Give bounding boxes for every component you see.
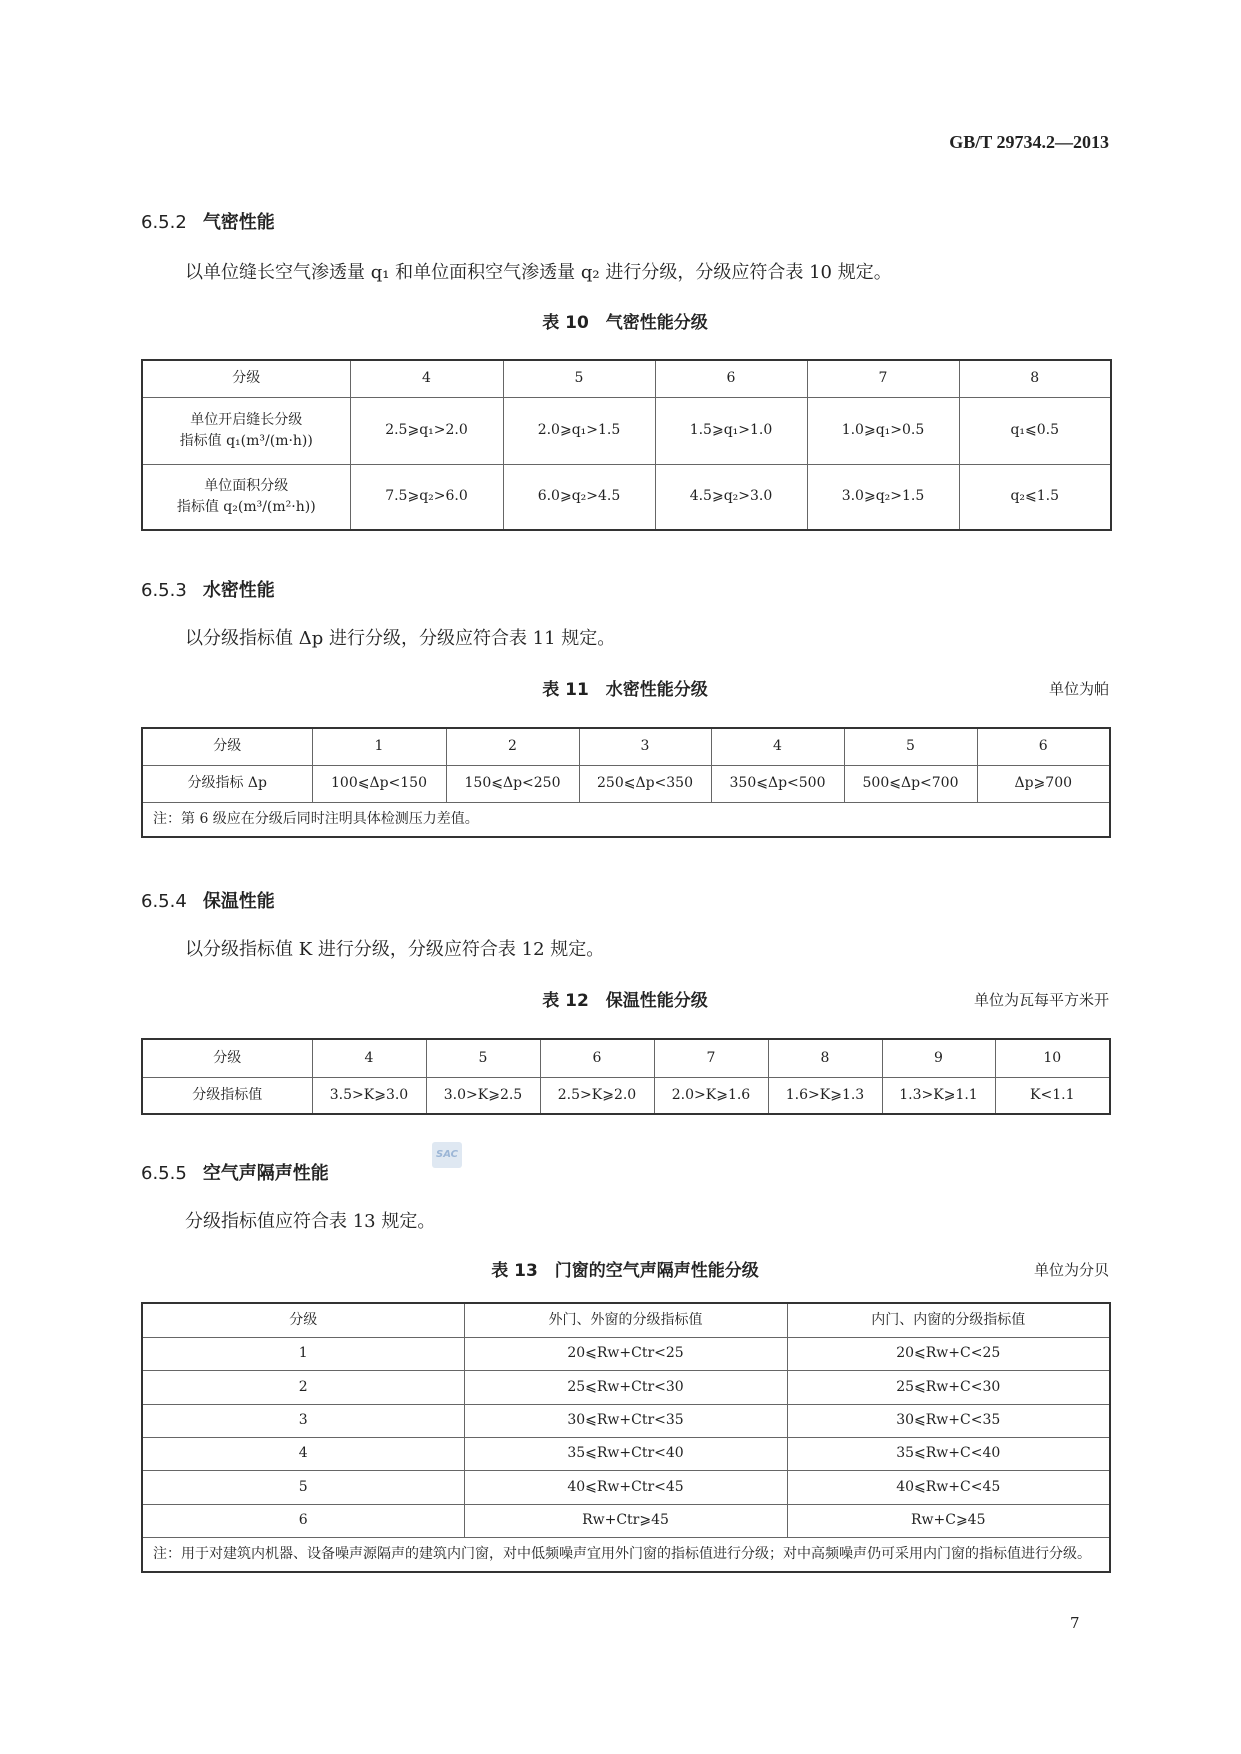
row-label: 1 <box>142 1337 464 1370</box>
table-cell: 500⩽Δp<700 <box>844 765 977 802</box>
table-cell: Rw+Ctr⩾45 <box>464 1504 787 1537</box>
paragraph: 以分级指标值 Δp 进行分级，分级应符合表 11 规定。 <box>185 628 616 649</box>
table-row <box>142 765 1110 802</box>
table-cell: 25⩽Rw+C<30 <box>787 1370 1110 1404</box>
table-cell: 3.5>K⩾3.0 <box>312 1077 426 1114</box>
table-row <box>142 1077 1110 1114</box>
table-caption: 表 13 门窗的空气声隔声性能分级 <box>491 1261 759 1281</box>
table-header-row <box>142 1039 1110 1077</box>
column-header: 分级 <box>142 1039 312 1077</box>
paragraph: 以单位缝长空气渗透量 q₁ 和单位面积空气渗透量 q₂ 进行分级，分级应符合表 10 规定。 <box>185 262 892 283</box>
table-caption: 表 12 保温性能分级 <box>542 991 708 1011</box>
table-cell: 100⩽Δp<150 <box>312 765 446 802</box>
section-title: 空气声隔声性能 <box>202 1163 329 1184</box>
table-note-row <box>142 1537 1110 1572</box>
table-cell: 1.6>K⩾1.3 <box>768 1077 882 1114</box>
column-header: 1 <box>312 728 446 765</box>
row-label: 5 <box>142 1470 464 1504</box>
column-header: 5 <box>503 360 655 397</box>
table-note-row <box>142 802 1110 837</box>
paragraph: 以分级指标值 K 进行分级，分级应符合表 12 规定。 <box>185 939 605 960</box>
row-label: 2 <box>142 1370 464 1404</box>
table-cell: 150⩽Δp<250 <box>446 765 579 802</box>
table-header-row <box>142 1303 1110 1337</box>
column-header: 分级 <box>142 1303 464 1337</box>
table-10 <box>141 359 1112 531</box>
column-header: 10 <box>995 1039 1110 1077</box>
table-11 <box>141 727 1111 838</box>
table-cell: 40⩽Rw+C<45 <box>787 1470 1110 1504</box>
paragraph: 分级指标值应符合表 13 规定。 <box>185 1211 436 1232</box>
table-cell: 350⩽Δp<500 <box>711 765 844 802</box>
row-label: 单位开启缝长分级 指标值 q₁(m³/(m·h)) <box>142 397 350 464</box>
column-header: 7 <box>807 360 959 397</box>
table-cell: 7.5⩾q₂>6.0 <box>350 464 503 530</box>
table-header-row <box>142 728 1110 765</box>
table-cell: 35⩽Rw+Ctr<40 <box>464 1437 787 1470</box>
column-header: 4 <box>711 728 844 765</box>
table-row <box>142 1470 1110 1504</box>
section-title: 保温性能 <box>202 891 275 912</box>
column-header: 6 <box>540 1039 654 1077</box>
column-header: 外门、外窗的分级指标值 <box>464 1303 787 1337</box>
column-header: 8 <box>959 360 1111 397</box>
standard-number: GB/T 29734.2—2013 <box>949 132 1109 152</box>
table-row <box>142 1370 1110 1404</box>
table-cell: 20⩽Rw+Ctr<25 <box>464 1337 787 1370</box>
section-number: 6.5.2 <box>141 212 187 233</box>
column-header: 5 <box>426 1039 540 1077</box>
table-row <box>142 397 1111 464</box>
section-heading-6-5-4 <box>141 887 275 913</box>
row-label: 3 <box>142 1404 464 1437</box>
table-13 <box>141 1302 1111 1573</box>
unit-label: 单位为瓦每平方米开 <box>973 991 1109 1009</box>
table-cell: 1.5⩾q₁>1.0 <box>655 397 807 464</box>
column-header: 分级 <box>142 728 312 765</box>
column-header: 4 <box>350 360 503 397</box>
table-cell: 6.0⩾q₂>4.5 <box>503 464 655 530</box>
table-row <box>142 1504 1110 1537</box>
section-heading-6-5-3 <box>141 576 275 602</box>
table-note: 注：第 6 级应在分级后同时注明具体检测压力差值。 <box>142 802 1110 837</box>
row-label: 分级指标 Δp <box>142 765 312 802</box>
column-header: 分级 <box>142 360 350 397</box>
row-label: 单位面积分级 指标值 q₂(m³/(m²·h)) <box>142 464 350 530</box>
row-label: 分级指标值 <box>142 1077 312 1114</box>
column-header: 8 <box>768 1039 882 1077</box>
section-title: 气密性能 <box>202 212 275 233</box>
table-cell: 25⩽Rw+Ctr<30 <box>464 1370 787 1404</box>
table-row <box>142 1337 1110 1370</box>
row-label: 6 <box>142 1504 464 1537</box>
table-cell: K<1.1 <box>995 1077 1110 1114</box>
sac-watermark-logo: SAC <box>432 1142 462 1168</box>
table-cell: 35⩽Rw+C<40 <box>787 1437 1110 1470</box>
column-header: 4 <box>312 1039 426 1077</box>
table-cell: q₁⩽0.5 <box>959 397 1111 464</box>
table-cell: 2.0⩾q₁>1.5 <box>503 397 655 464</box>
column-header: 9 <box>882 1039 995 1077</box>
page-number: 7 <box>1070 1614 1080 1632</box>
unit-label: 单位为帕 <box>1048 680 1109 698</box>
column-header: 3 <box>579 728 711 765</box>
table-caption: 表 11 水密性能分级 <box>542 680 708 700</box>
table-cell: 1.0⩾q₁>0.5 <box>807 397 959 464</box>
table-cell: 30⩽Rw+Ctr<35 <box>464 1404 787 1437</box>
table-cell: 30⩽Rw+C<35 <box>787 1404 1110 1437</box>
section-number: 6.5.3 <box>141 580 187 601</box>
table-cell: 20⩽Rw+C<25 <box>787 1337 1110 1370</box>
table-cell: 40⩽Rw+Ctr<45 <box>464 1470 787 1504</box>
table-cell: q₂⩽1.5 <box>959 464 1111 530</box>
table-12 <box>141 1038 1111 1115</box>
table-row <box>142 464 1111 530</box>
column-header: 2 <box>446 728 579 765</box>
table-cell: 250⩽Δp<350 <box>579 765 711 802</box>
section-heading-6-5-5 <box>141 1159 329 1185</box>
section-number: 6.5.4 <box>141 891 187 912</box>
column-header: 7 <box>654 1039 768 1077</box>
table-caption: 表 10 气密性能分级 <box>542 313 708 333</box>
table-cell: 2.5⩾q₁>2.0 <box>350 397 503 464</box>
row-label: 4 <box>142 1437 464 1470</box>
table-cell: 2.5>K⩾2.0 <box>540 1077 654 1114</box>
table-cell: 3.0⩾q₂>1.5 <box>807 464 959 530</box>
unit-label: 单位为分贝 <box>1033 1261 1109 1279</box>
table-header-row <box>142 360 1111 397</box>
table-cell: Rw+C⩾45 <box>787 1504 1110 1537</box>
table-note: 注：用于对建筑内机器、设备噪声源隔声的建筑内门窗，对中低频噪声宜用外门窗的指标值进行分级；对中高频噪声仍可采用内门窗的指标值进行分级。 <box>142 1537 1110 1572</box>
section-heading-6-5-2 <box>141 208 275 234</box>
table-cell: 4.5⩾q₂>3.0 <box>655 464 807 530</box>
table-row <box>142 1437 1110 1470</box>
table-cell: Δp⩾700 <box>977 765 1110 802</box>
section-number: 6.5.5 <box>141 1163 187 1184</box>
table-cell: 3.0>K⩾2.5 <box>426 1077 540 1114</box>
table-row <box>142 1404 1110 1437</box>
column-header: 内门、内窗的分级指标值 <box>787 1303 1110 1337</box>
table-cell: 2.0>K⩾1.6 <box>654 1077 768 1114</box>
column-header: 6 <box>655 360 807 397</box>
table-cell: 1.3>K⩾1.1 <box>882 1077 995 1114</box>
column-header: 5 <box>844 728 977 765</box>
section-title: 水密性能 <box>202 580 275 601</box>
column-header: 6 <box>977 728 1110 765</box>
